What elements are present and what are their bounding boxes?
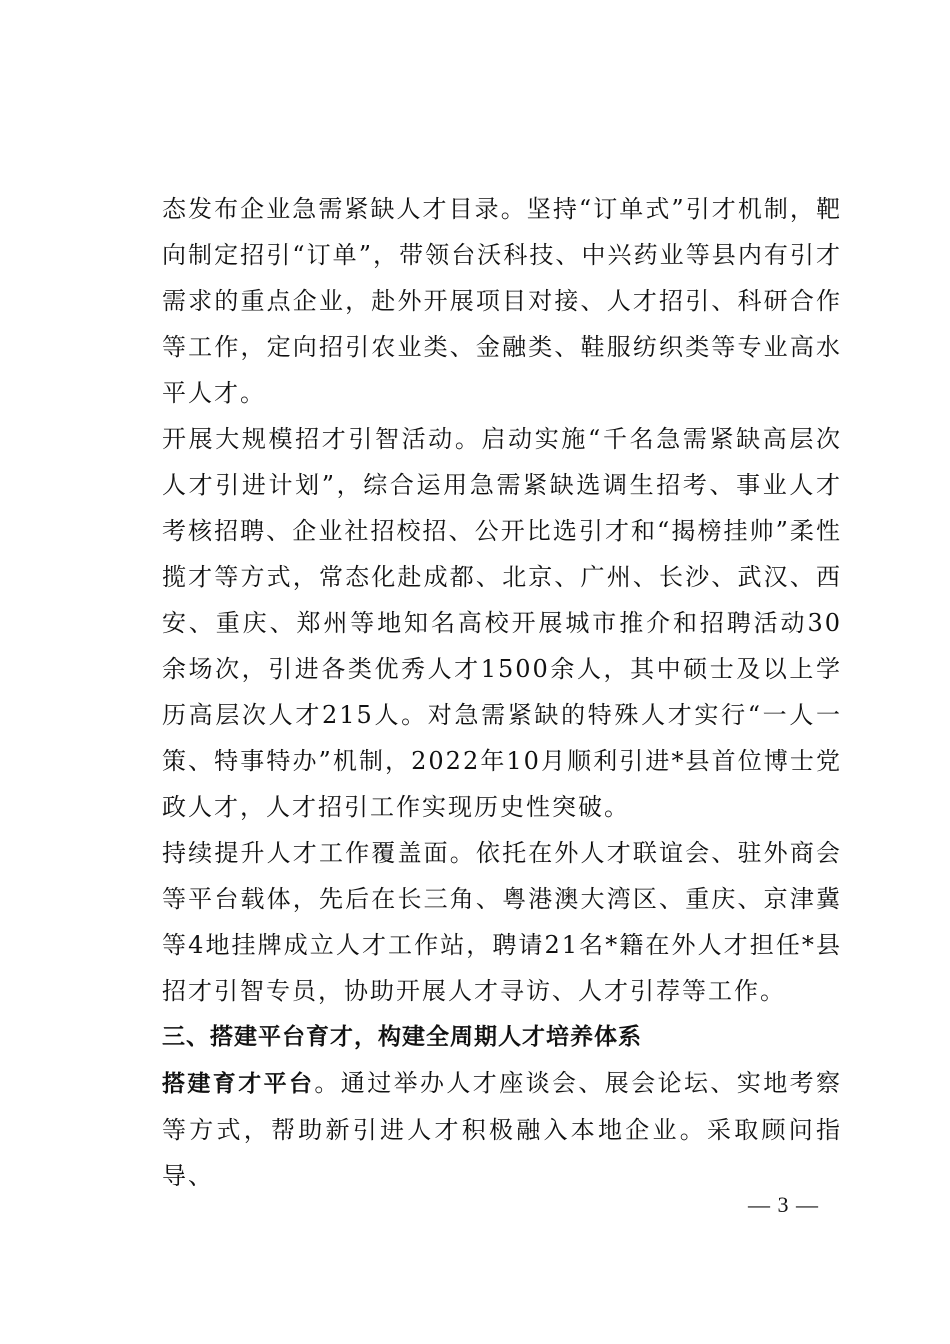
document-body bbox=[162, 186, 842, 1199]
paragraph-text: 开展大规模招才引智活动。启动实施“千名急需紧缺高层次人才引进计划”，综合运用急需紧缺选调生招考、事业人才考核招聘、企业社招校招、公开比选引才和“揭榜挂帅”柔性揽才等方式，常态化赴成都、北京、广州、长沙、武汉、西安、重庆、郑州等地知名高校开展城市推介和招聘活动30余场次，引进各类优秀人才1500余人，其中硕士及以上学历高层次人才215人。对急需紧缺的特殊人才实行“一人一策、特事特办”机制，2022年10月顺利引进*县首位博士党政人才，人才招引工作实现历史性突破。 bbox=[162, 425, 842, 821]
paragraph-training-platform bbox=[162, 1060, 842, 1199]
paragraph-lead: 搭建育才平台 bbox=[162, 1071, 315, 1097]
paragraph-text: 。通过举办人才座谈会、展会论坛、实地考察等方式，帮助新引进人才积极融入本地企业。采取顾问指导、 bbox=[162, 1069, 843, 1190]
paragraph-text: 持续提升人才工作覆盖面。依托在外人才联谊会、驻外商会等平台载体，先后在长三角、粤港澳大湾区、重庆、京津冀等4地挂牌成立人才工作站，聘请21名*籍在外人才担任*县招才引智专员，协助开展人才寻访、人才引荐等工作。 bbox=[162, 839, 842, 1005]
section-heading: 三、搭建平台育才，构建全周期人才培养体系 bbox=[162, 1024, 642, 1050]
paragraph-recruitment-activities bbox=[162, 416, 842, 830]
paragraph-text: 态发布企业急需紧缺人才目录。坚持“订单式”引才机制，靶向制定招引“订单”，带领台沃科技、中兴药业等县内有引才需求的重点企业，赴外开展项目对接、人才招引、科研合作等工作，定向招引农业类、金融类、鞋服纺织类等专业高水平人才。 bbox=[162, 195, 842, 407]
page-number: — 3 — bbox=[748, 1192, 819, 1217]
paragraph-talent-catalog bbox=[162, 186, 842, 416]
paragraph-coverage bbox=[162, 830, 842, 1014]
